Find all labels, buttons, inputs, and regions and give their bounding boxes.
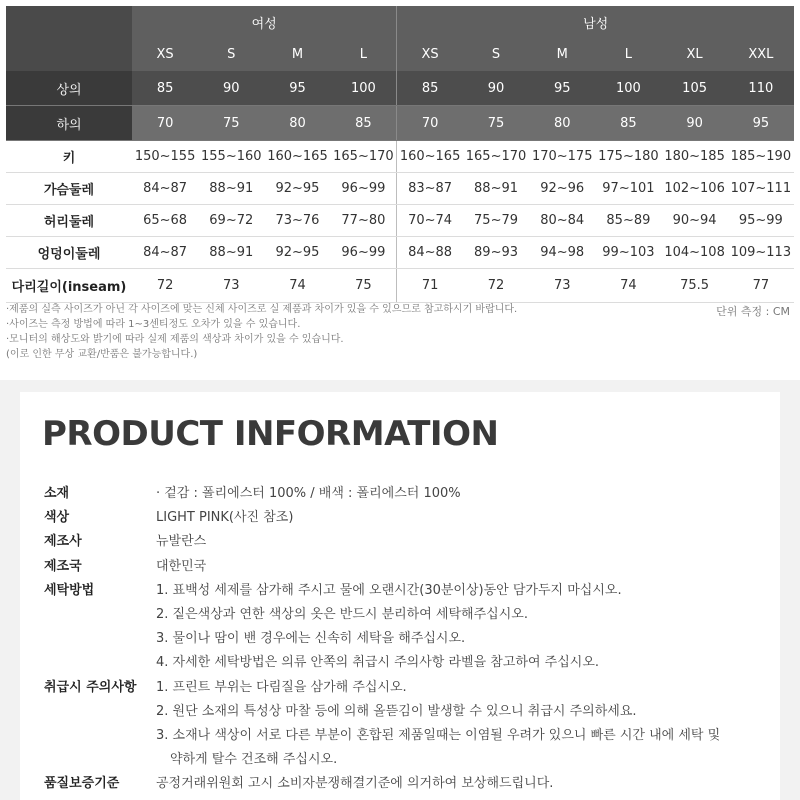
info-value: 3. 소재나 색상이 서로 다른 부분이 혼합된 제품일때는 이염될 우려가 있으니 빠른 시간 내에 세탁 및 <box>156 728 721 744</box>
size-cell: 90~94 <box>662 205 728 237</box>
size-cell: 170~175 <box>529 141 595 173</box>
size-cell: 102~106 <box>662 173 728 205</box>
info-key: 제조사 <box>44 534 82 550</box>
gender-header-row <box>6 6 794 38</box>
size-cell: 84~87 <box>132 237 198 269</box>
size-cell: 107~111 <box>728 173 794 205</box>
size-cell: 90 <box>198 71 264 106</box>
size-header: M <box>529 38 595 71</box>
size-cell: 155~160 <box>198 141 264 173</box>
info-row <box>44 772 774 796</box>
size-table-body <box>6 71 794 303</box>
size-cell: 97~101 <box>595 173 661 205</box>
size-row <box>6 205 794 237</box>
size-cell: 74 <box>264 269 330 303</box>
info-value: · 겉감 : 폴리에스터 100% / 배색 : 폴리에스터 100% <box>156 486 461 501</box>
corner-cell <box>6 38 132 71</box>
size-row-label: 상의 <box>6 71 132 106</box>
info-row <box>44 748 774 772</box>
size-cell: 70~74 <box>397 205 463 237</box>
size-cell: 90 <box>463 71 529 106</box>
info-key <box>44 724 156 748</box>
info-row <box>44 530 774 554</box>
size-row <box>6 106 794 141</box>
info-value: 1. 프린트 부위는 다림질을 삼가해 주십시오. <box>156 679 407 695</box>
size-cell: 95~99 <box>728 205 794 237</box>
note-line: ·제품의 실측 사이즈가 아닌 각 사이즈에 맞는 신체 사이즈로 실 제품과 차이가 있을 수 있으므로 참고하시기 바랍니다. <box>6 304 518 315</box>
size-cell: 165~170 <box>463 141 529 173</box>
info-row <box>44 700 774 724</box>
size-cell: 90 <box>662 106 728 141</box>
size-cell: 88~91 <box>198 237 264 269</box>
note-line: ·사이즈는 측정 방법에 따라 1~3센티정도 오차가 있을 수 있습니다. <box>6 319 301 330</box>
size-cell: 95 <box>529 71 595 106</box>
info-key <box>44 700 156 724</box>
corner-cell <box>6 6 132 38</box>
size-cell: 175~180 <box>595 141 661 173</box>
size-cell: 70 <box>132 106 198 141</box>
info-key: 취급시 주의사항 <box>44 679 137 695</box>
product-info-title: PRODUCT INFORMATION <box>42 414 499 454</box>
size-header: S <box>198 38 264 71</box>
size-cell: 160~165 <box>397 141 463 173</box>
size-cell: 80~84 <box>529 205 595 237</box>
size-cell: 84~87 <box>132 173 198 205</box>
size-cell: 85 <box>397 71 463 106</box>
size-cell: 80 <box>529 106 595 141</box>
size-cell: 75.5 <box>662 269 728 303</box>
info-row <box>44 603 774 627</box>
size-cell: 99~103 <box>595 237 661 269</box>
size-cell: 73 <box>198 269 264 303</box>
info-key: 소재 <box>44 486 70 501</box>
size-cell: 100 <box>595 71 661 106</box>
size-cell: 83~87 <box>397 173 463 205</box>
size-row-label: 하의 <box>6 106 132 141</box>
size-cell: 150~155 <box>132 141 198 173</box>
info-key: 품질보증기준 <box>44 776 120 792</box>
info-key <box>44 627 156 651</box>
size-cell: 73 <box>529 269 595 303</box>
info-key <box>44 748 156 772</box>
size-cell: 69~72 <box>198 205 264 237</box>
size-cell: 77~80 <box>331 205 397 237</box>
size-cell: 75 <box>198 106 264 141</box>
size-cell: 160~165 <box>264 141 330 173</box>
size-cell: 94~98 <box>529 237 595 269</box>
size-cell: 96~99 <box>331 237 397 269</box>
women-header: 여성 <box>132 6 397 38</box>
size-cell: 165~170 <box>331 141 397 173</box>
size-cell: 70 <box>397 106 463 141</box>
size-header: XXL <box>728 38 794 71</box>
info-key: 제조국 <box>44 558 82 574</box>
info-row <box>44 627 774 651</box>
size-cell: 109~113 <box>728 237 794 269</box>
unit-note: 단위 측정 : CM <box>716 305 790 318</box>
size-row <box>6 173 794 205</box>
size-row-label: 허리둘레 <box>6 205 132 237</box>
size-cell: 71 <box>397 269 463 303</box>
size-header: S <box>463 38 529 71</box>
size-cell: 85 <box>331 106 397 141</box>
size-cell: 185~190 <box>728 141 794 173</box>
size-cell: 89~93 <box>463 237 529 269</box>
note-line: ·모니터의 해상도와 밝기에 따라 실제 제품의 색상과 차이가 있을 수 있습니다. <box>6 334 344 345</box>
info-key: 색상 <box>44 510 70 526</box>
info-value: 2. 원단 소재의 특성상 마찰 등에 의해 올뜯김이 발생할 수 있으니 취급시 주의하세요. <box>156 703 637 719</box>
info-value: 2. 짙은색상과 연한 색상의 옷은 반드시 분리하여 세탁해주십시오. <box>156 607 528 623</box>
size-cell: 95 <box>728 106 794 141</box>
info-row <box>44 579 774 603</box>
size-cell: 104~108 <box>662 237 728 269</box>
size-row-label: 다리길이(inseam) <box>6 269 132 303</box>
size-notes <box>6 302 606 362</box>
info-value: 1. 표백성 세제를 삼가해 주시고 물에 오랜시간(30분이상)동안 담가두지 마십시오. <box>156 582 622 598</box>
info-value: LIGHT PINK(사진 참조) <box>156 510 294 526</box>
size-header: XS <box>397 38 463 71</box>
size-cell: 75 <box>331 269 397 303</box>
size-header: M <box>264 38 330 71</box>
info-key <box>44 651 156 675</box>
size-row-label: 엉덩이둘레 <box>6 237 132 269</box>
size-cell: 92~95 <box>264 237 330 269</box>
info-value: 대한민국 <box>156 558 207 574</box>
info-value: 뉴발란스 <box>156 534 207 550</box>
size-cell: 105 <box>662 71 728 106</box>
size-cell: 72 <box>132 269 198 303</box>
info-value: 3. 물이나 땀이 밴 경우에는 신속히 세탁을 해주십시오. <box>156 631 466 647</box>
size-header: L <box>331 38 397 71</box>
info-row <box>44 651 774 675</box>
info-row <box>44 724 774 748</box>
size-cell: 65~68 <box>132 205 198 237</box>
info-row <box>44 482 774 506</box>
size-cell: 92~96 <box>529 173 595 205</box>
men-header: 남성 <box>397 6 794 38</box>
size-cell: 96~99 <box>331 173 397 205</box>
size-cell: 75 <box>463 106 529 141</box>
size-cell: 73~76 <box>264 205 330 237</box>
info-value: 약하게 탈수 건조해 주십시오. <box>170 752 338 768</box>
size-cell: 95 <box>264 71 330 106</box>
size-cell: 85 <box>595 106 661 141</box>
info-key: 세탁방법 <box>44 582 95 598</box>
size-cell: 92~95 <box>264 173 330 205</box>
info-key <box>44 603 156 627</box>
note-line: (이로 인한 무상 교환/반품은 불가능합니다.) <box>6 349 198 360</box>
size-header: L <box>595 38 661 71</box>
size-row-label: 가슴둘레 <box>6 173 132 205</box>
size-cell: 77 <box>728 269 794 303</box>
size-cell: 85~89 <box>595 205 661 237</box>
size-cell: 88~91 <box>198 173 264 205</box>
size-cell: 88~91 <box>463 173 529 205</box>
size-cell: 100 <box>331 71 397 106</box>
size-row <box>6 71 794 106</box>
size-cell: 75~79 <box>463 205 529 237</box>
size-header: XS <box>132 38 198 71</box>
info-row <box>44 555 774 579</box>
size-cell: 110 <box>728 71 794 106</box>
size-row <box>6 269 794 303</box>
size-header-row <box>6 38 794 71</box>
size-header: XL <box>662 38 728 71</box>
info-row <box>44 676 774 700</box>
info-value: 공정거래위원회 고시 소비자분쟁해결기준에 의거하여 보상해드립니다. <box>156 776 554 792</box>
info-row <box>44 506 774 530</box>
size-cell: 180~185 <box>662 141 728 173</box>
product-info-list <box>44 482 774 797</box>
size-cell: 72 <box>463 269 529 303</box>
info-value: 4. 자세한 세탁방법은 의류 안쪽의 취급시 주의사항 라벨을 참고하여 주십시오. <box>156 655 600 671</box>
size-cell: 80 <box>264 106 330 141</box>
size-row-label: 키 <box>6 141 132 173</box>
size-chart-table <box>6 6 794 303</box>
size-row <box>6 237 794 269</box>
size-cell: 85 <box>132 71 198 106</box>
size-row <box>6 141 794 173</box>
size-cell: 74 <box>595 269 661 303</box>
size-cell: 84~88 <box>397 237 463 269</box>
